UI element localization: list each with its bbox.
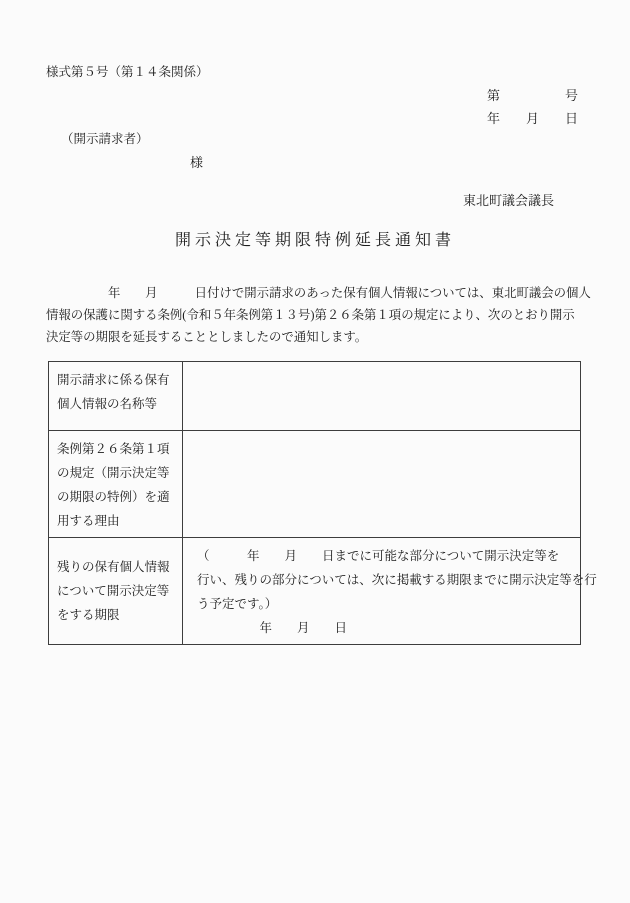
row-value-deadline bbox=[183, 538, 597, 645]
addressee-label: （開示請求者） bbox=[61, 132, 149, 146]
form-number: 様式第５号（第１４条関係） bbox=[46, 65, 209, 79]
table-row-held-info-name bbox=[49, 362, 581, 431]
sender-title: 東北町議会議長 bbox=[462, 193, 554, 208]
deadline-date-line: 年 月 日 bbox=[197, 621, 348, 635]
deadline-note-line-1: （ 年 月 日までに可能な部分について開示決定等を bbox=[197, 549, 560, 563]
deadline-note-line-3: う予定です。） bbox=[197, 597, 278, 611]
addressee-honorific: 様 bbox=[190, 155, 204, 170]
row-label-held-info-name: 開示請求に係る保有個人情報の名称等 bbox=[49, 362, 183, 431]
row-label-deadline: 残りの保有個人情報について開示決定等をする期限 bbox=[49, 538, 183, 645]
deadline-note-line-2: 行い、残りの部分については、次に掲載する期限までに開示決定等を行 bbox=[197, 573, 597, 587]
document-number-line: 第 号 bbox=[486, 88, 578, 103]
issue-date-line: 年 月 日 bbox=[486, 111, 578, 126]
body-line-3: 決定等の期限を延長することとしましたので通知します。 bbox=[46, 330, 368, 344]
table-row-deadline bbox=[49, 538, 581, 645]
row-label-reason: 条例第２６条第１項の規定（開示決定等の期限の特例）を適用する理由 bbox=[49, 431, 183, 538]
table-row-reason bbox=[49, 431, 581, 538]
body-line-2: 情報の保護に関する条例(令和５年条例第１３号)第２６条第１項の規定により、次のとおり開示 bbox=[46, 308, 575, 322]
notice-table bbox=[48, 361, 597, 645]
row-value-reason bbox=[183, 431, 581, 538]
document-title: 開示決定等期限特例延長通知書 bbox=[174, 232, 455, 249]
row-value-held-info-name bbox=[183, 362, 581, 431]
body-line-1: 年 月 日付けで開示請求のあった保有個人情報については、東北町議会の個人 bbox=[46, 286, 591, 300]
body-paragraph bbox=[46, 282, 591, 348]
